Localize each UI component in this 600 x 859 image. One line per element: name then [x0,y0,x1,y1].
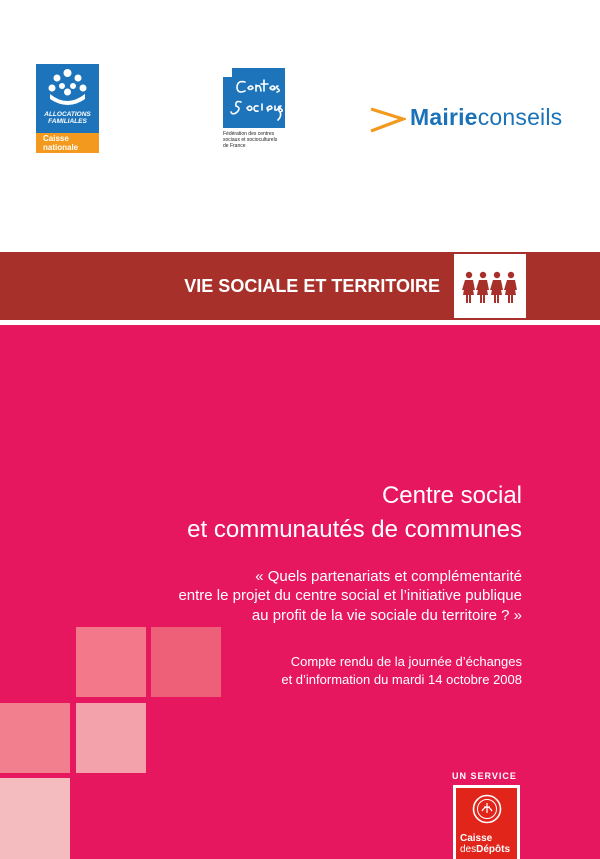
cdc-line2-des: des [460,844,477,855]
cs-caption-line2: sociaux et socioculturels [223,137,278,143]
caf-caption [36,133,99,153]
cdc-line2 [460,844,510,855]
subtitle-line2: entre le projet du centre social et l’initiative publique [178,587,522,604]
caf-caption-line2: nationale [43,143,79,152]
collection-icon-box [452,252,528,320]
decor-square [0,703,70,773]
decor-square [0,778,70,859]
caf-caption-line1: Caisse [43,134,69,143]
subtitle-line1: « Quels partenariats et complémentarité [255,568,522,585]
mairie-conseils-wordmark [410,104,562,131]
chevron-right-icon [370,106,406,134]
caf-logo-emblem [36,64,99,133]
decor-square [151,627,221,697]
family-icon [46,67,89,109]
cs-caption-line3: de France [223,143,246,149]
cdc-line1: Caisse [460,833,493,844]
caisse-des-depots-logo [453,785,520,859]
cover-panel [0,325,600,859]
seal-icon [472,794,502,824]
collection-band-end [528,252,600,320]
cs-caption-line1: Fédération des centres [223,131,275,137]
document-title-line2: et communautés de communes [187,516,522,543]
caf-text-line1: ALLOCATIONS [44,111,91,118]
report-line1: Compte rendu de la journée d’échanges [290,654,522,669]
document-title-line1: Centre social [381,482,522,509]
collection-band [0,252,452,320]
report-line2: et d’information du mardi 14 octobre 2008 [281,672,522,687]
people-group-icon [462,271,520,303]
service-label: UN SERVICE [452,771,517,781]
conseils-word: conseils [477,104,563,130]
centres-sociaux-emblem [223,68,285,128]
caf-text-line2: FAMILIALES [48,118,87,125]
decor-square [76,703,146,773]
centres-sociaux-script-icon [223,68,285,128]
caisse-des-depots-emblem [456,788,517,859]
cdc-line2-depots: Dépôts [476,844,511,855]
subtitle-line3: au profit de la vie sociale du territoire ? » [251,607,522,624]
centres-sociaux-caption [223,131,295,149]
centres-sociaux-logo [223,68,293,149]
decor-square [76,627,146,697]
caf-logo [36,64,99,153]
collection-title: VIE SOCIALE ET TERRITOIRE [184,276,440,296]
mairie-word: Mairie [410,104,478,130]
